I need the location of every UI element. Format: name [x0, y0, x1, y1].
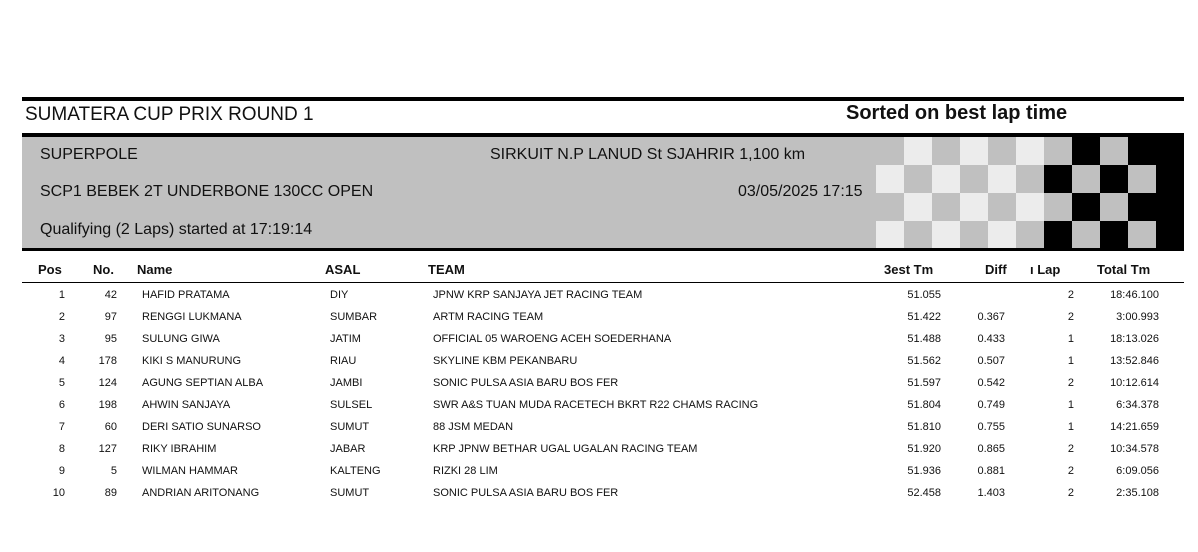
cell-name: AGUNG SEPTIAN ALBA — [142, 377, 264, 389]
session-name: SUPERPOLE — [40, 146, 138, 163]
cell-team: KRP JPNW BETHAR UGAL UGALAN RACING TEAM — [433, 443, 698, 455]
cell-name: SULUNG GIWA — [142, 333, 220, 345]
cell-team: 88 JSM MEDAN — [433, 421, 514, 433]
cell-total-tm: 14:21.659 — [1110, 421, 1159, 433]
cell-diff: 0.433 — [977, 333, 1005, 345]
cell-asal: SULSEL — [330, 399, 373, 411]
cell-diff: 0.881 — [977, 465, 1005, 477]
cell-lap: 2 — [1067, 377, 1074, 389]
cell-name: RIKY IBRAHIM — [142, 443, 217, 455]
cell-lap: 1 — [1067, 421, 1074, 433]
flag-square — [904, 193, 932, 221]
cell-asal: RIAU — [330, 355, 357, 367]
col-header-pos: Pos — [38, 262, 62, 277]
cell-name: RENGGI LUKMANA — [142, 311, 242, 323]
cell-total-tm: 10:34.578 — [1110, 443, 1159, 455]
cell-lap: 1 — [1067, 333, 1074, 345]
cell-team: JPNW KRP SANJAYA JET RACING TEAM — [433, 289, 643, 301]
cell-team: SONIC PULSA ASIA BARU BOS FER — [433, 487, 619, 499]
cell-number: 97 — [104, 311, 117, 323]
column-header-rule — [22, 282, 1184, 283]
flag-square — [988, 221, 1016, 249]
cell-asal: SUMUT — [330, 487, 370, 499]
class-name: SCP1 BEBEK 2T UNDERBONE 130CC OPEN — [40, 183, 374, 200]
flag-square — [1156, 137, 1184, 165]
col-header-asal: ASAL — [325, 262, 361, 277]
cell-number: 95 — [104, 333, 117, 345]
cell-pos: 2 — [58, 311, 65, 323]
table-row — [0, 417, 1198, 439]
flag-square — [1156, 221, 1184, 249]
cell-best-tm: 51.488 — [907, 333, 941, 345]
cell-best-tm: 51.936 — [907, 465, 941, 477]
header-bottom-rule — [22, 248, 1184, 251]
cell-asal: JABAR — [330, 443, 366, 455]
cell-diff: 0.755 — [977, 421, 1005, 433]
sort-label: Sorted on best lap time — [846, 102, 1068, 124]
flag-square — [1072, 137, 1100, 165]
flag-square — [1044, 165, 1072, 193]
cell-number: 42 — [104, 289, 117, 301]
cell-total-tm: 6:34.378 — [1116, 399, 1159, 411]
col-header-no: No. — [93, 262, 114, 277]
flag-square — [904, 137, 932, 165]
session-datetime: 03/05/2025 17:15 — [738, 183, 863, 200]
flag-square — [1100, 221, 1128, 249]
cell-pos: 4 — [58, 355, 65, 367]
cell-asal: JAMBI — [330, 377, 363, 389]
flag-square — [1128, 137, 1156, 165]
cell-team: ARTM RACING TEAM — [433, 311, 544, 323]
cell-lap: 2 — [1067, 289, 1074, 301]
flag-square — [1100, 165, 1128, 193]
cell-diff: 0.507 — [977, 355, 1005, 367]
flag-square — [1044, 221, 1072, 249]
event-title: SUMATERA CUP PRIX ROUND 1 — [25, 104, 314, 125]
flag-square — [1156, 165, 1184, 193]
cell-best-tm: 51.597 — [907, 377, 941, 389]
table-row — [0, 373, 1198, 395]
cell-name: WILMAN HAMMAR — [142, 465, 238, 477]
flag-square — [1156, 193, 1184, 221]
cell-team: OFFICIAL 05 WAROENG ACEH SOEDERHANA — [433, 333, 672, 345]
cell-pos: 10 — [52, 487, 65, 499]
table-row — [0, 285, 1198, 307]
cell-pos: 6 — [58, 399, 65, 411]
cell-lap: 2 — [1067, 311, 1074, 323]
table-row — [0, 307, 1198, 329]
table-row — [0, 439, 1198, 461]
cell-best-tm: 52.458 — [907, 487, 941, 499]
circuit-name: SIRKUIT N.P LANUD St SJAHRIR 1,100 km — [490, 146, 806, 163]
cell-lap: 1 — [1067, 355, 1074, 367]
flag-square — [988, 165, 1016, 193]
cell-best-tm: 51.562 — [907, 355, 941, 367]
col-header-team: TEAM — [428, 262, 465, 277]
cell-name: AHWIN SANJAYA — [142, 399, 231, 411]
flag-square — [876, 165, 904, 193]
cell-pos: 9 — [58, 465, 65, 477]
cell-total-tm: 3:00.993 — [1116, 311, 1159, 323]
col-header-name: Name — [137, 262, 173, 277]
cell-best-tm: 51.422 — [907, 311, 941, 323]
cell-lap: 2 — [1067, 443, 1074, 455]
cell-pos: 7 — [58, 421, 65, 433]
flag-square — [960, 137, 988, 165]
cell-number: 178 — [98, 355, 117, 367]
cell-pos: 1 — [58, 289, 65, 301]
cell-team: SONIC PULSA ASIA BARU BOS FER — [433, 377, 619, 389]
cell-number: 60 — [104, 421, 117, 433]
cell-team: RIZKI 28 LIM — [433, 465, 498, 477]
table-row — [0, 351, 1198, 373]
cell-total-tm: 10:12.614 — [1110, 377, 1159, 389]
cell-best-tm: 51.810 — [907, 421, 941, 433]
cell-diff: 0.542 — [977, 377, 1005, 389]
checkered-flag-graphic — [820, 137, 1184, 248]
cell-number: 5 — [110, 465, 117, 477]
table-row — [0, 395, 1198, 417]
cell-diff: 0.367 — [977, 311, 1005, 323]
col-header-lap: ı Lap — [1030, 262, 1061, 277]
flag-square — [960, 193, 988, 221]
flag-square — [1016, 137, 1044, 165]
col-header-total-tm: Total Tm — [1097, 262, 1151, 277]
cell-number: 198 — [98, 399, 117, 411]
col-header-diff: Diff — [985, 262, 1007, 277]
flag-square — [1128, 193, 1156, 221]
cell-pos: 3 — [58, 333, 65, 345]
cell-asal: KALTENG — [330, 465, 381, 477]
cell-asal: SUMUT — [330, 421, 370, 433]
cell-best-tm: 51.804 — [907, 399, 941, 411]
cell-lap: 1 — [1067, 399, 1074, 411]
cell-asal: SUMBAR — [330, 311, 378, 323]
cell-pos: 8 — [58, 443, 65, 455]
flag-square — [1072, 193, 1100, 221]
cell-team: SKYLINE KBM PEKANBARU — [433, 355, 578, 367]
cell-total-tm: 2:35.108 — [1116, 487, 1159, 499]
header-top-rule — [22, 97, 1184, 101]
flag-square — [876, 221, 904, 249]
flag-square — [932, 165, 960, 193]
cell-total-tm: 6:09.056 — [1116, 465, 1159, 477]
cell-total-tm: 13:52.846 — [1110, 355, 1159, 367]
table-row — [0, 461, 1198, 483]
cell-asal: DIY — [330, 289, 349, 301]
cell-total-tm: 18:13.026 — [1110, 333, 1159, 345]
table-row — [0, 329, 1198, 351]
cell-diff: 1.403 — [977, 487, 1005, 499]
cell-best-tm: 51.055 — [907, 289, 941, 301]
qualifying-info: Qualifying (2 Laps) started at 17:19:14 — [40, 221, 313, 238]
cell-number: 124 — [98, 377, 117, 389]
cell-diff: 0.865 — [977, 443, 1005, 455]
cell-lap: 2 — [1067, 465, 1074, 477]
col-header-best-tm: 3est Tm — [884, 262, 934, 277]
cell-team: SWR A&S TUAN MUDA RACETECH BKRT R22 CHAMS RACING — [433, 399, 759, 411]
table-row — [0, 483, 1198, 505]
cell-total-tm: 18:46.100 — [1110, 289, 1159, 301]
cell-asal: JATIM — [330, 333, 361, 345]
cell-diff: 0.749 — [977, 399, 1005, 411]
cell-name: KIKI S MANURUNG — [142, 355, 242, 367]
flag-square — [1016, 193, 1044, 221]
cell-name: DERI SATIO SUNARSO — [142, 421, 261, 433]
cell-pos: 5 — [58, 377, 65, 389]
flag-square — [932, 221, 960, 249]
cell-name: HAFID PRATAMA — [142, 289, 230, 301]
cell-number: 89 — [104, 487, 117, 499]
cell-number: 127 — [98, 443, 117, 455]
cell-name: ANDRIAN ARITONANG — [142, 487, 260, 499]
cell-best-tm: 51.920 — [907, 443, 941, 455]
cell-lap: 2 — [1067, 487, 1074, 499]
